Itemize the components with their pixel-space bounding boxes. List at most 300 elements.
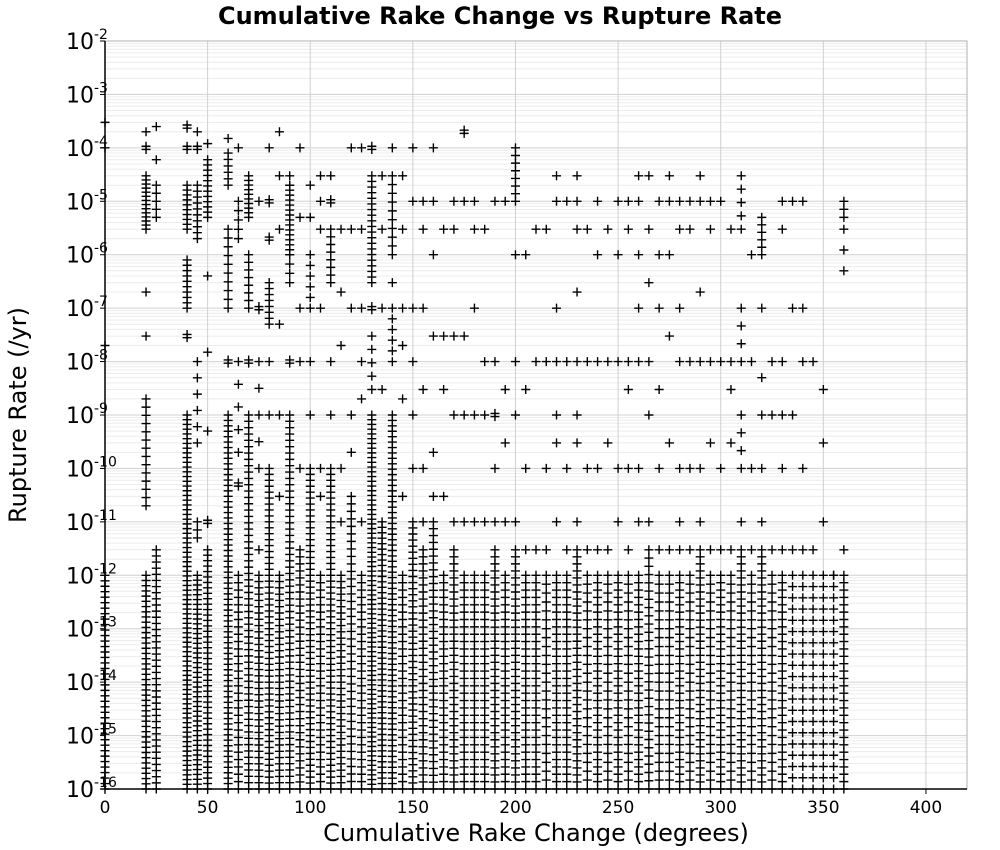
data-point [706, 225, 715, 234]
data-point [788, 650, 797, 659]
data-point [665, 571, 674, 580]
x-tick-label: 100 [294, 798, 327, 818]
data-point [347, 492, 356, 501]
data-point [768, 731, 777, 740]
data-point [829, 672, 838, 681]
data-point [614, 464, 623, 473]
data-point [726, 598, 735, 607]
data-point [593, 197, 602, 206]
data-point [316, 171, 325, 180]
data-point [726, 767, 735, 776]
data-point [337, 517, 346, 526]
data-point [655, 669, 664, 678]
data-point [614, 250, 623, 259]
data-point [388, 278, 397, 287]
data-point [706, 598, 715, 607]
data-point [583, 704, 592, 713]
data-point [665, 776, 674, 785]
data-point [696, 197, 705, 206]
data-point [367, 345, 376, 354]
data-point [542, 357, 551, 366]
data-point [665, 669, 674, 678]
data-point [819, 616, 828, 625]
data-point [768, 571, 777, 580]
data-point [501, 438, 510, 447]
data-point [470, 571, 479, 580]
data-point [388, 224, 397, 233]
data-point [798, 695, 807, 704]
data-point [449, 545, 458, 554]
data-point [665, 438, 674, 447]
data-point [326, 171, 335, 180]
data-point [306, 181, 315, 190]
data-point [203, 139, 212, 148]
data-point [234, 206, 243, 215]
data-point [552, 357, 561, 366]
data-point [726, 678, 735, 687]
data-point [819, 661, 828, 670]
data-point [819, 672, 828, 681]
data-point [603, 704, 612, 713]
data-point [429, 332, 438, 341]
data-point [644, 578, 653, 587]
data-point [593, 250, 602, 259]
data-point [388, 171, 397, 180]
data-point [583, 464, 592, 473]
data-point [706, 197, 715, 206]
data-point [254, 197, 263, 206]
data-point [829, 773, 838, 782]
data-point [306, 464, 315, 473]
data-point [388, 357, 397, 366]
data-point [542, 225, 551, 234]
data-point [644, 752, 653, 761]
data-point [624, 197, 633, 206]
data-point [501, 571, 510, 580]
data-point [439, 571, 448, 580]
data-point [490, 464, 499, 473]
data-point [193, 390, 202, 399]
data-point [378, 385, 387, 394]
data-point [696, 288, 705, 297]
data-point [768, 722, 777, 731]
data-point [706, 767, 715, 776]
data-point [532, 225, 541, 234]
data-point [316, 304, 325, 313]
data-point [306, 213, 315, 222]
data-point [583, 598, 592, 607]
data-point [655, 767, 664, 776]
data-point [490, 517, 499, 526]
data-point [234, 402, 243, 411]
data-point [737, 198, 746, 207]
data-point [449, 225, 458, 234]
data-point [655, 651, 664, 660]
data-point [470, 517, 479, 526]
data-point [829, 593, 838, 602]
x-axis-label: Cumulative Rake Change (degrees) [323, 819, 749, 847]
data-point [809, 571, 818, 580]
data-point [726, 660, 735, 669]
data-point [809, 695, 818, 704]
y-tick-label: $10^{-5}$ [66, 187, 108, 216]
data-point [706, 615, 715, 624]
data-point [644, 562, 653, 571]
data-point [624, 776, 633, 785]
data-point [603, 438, 612, 447]
data-point [624, 669, 633, 678]
y-tick-label: $10^{-11}$ [66, 507, 117, 536]
data-point [603, 713, 612, 722]
data-point [367, 411, 376, 420]
data-point [583, 660, 592, 669]
data-point [819, 695, 828, 704]
data-point [829, 661, 838, 670]
data-point [603, 606, 612, 615]
data-point [655, 660, 664, 669]
data-point [624, 571, 633, 580]
data-point [552, 171, 561, 180]
data-point [542, 651, 551, 660]
data-point [696, 357, 705, 366]
data-point [583, 767, 592, 776]
data-point [685, 615, 694, 624]
data-point [142, 288, 151, 297]
data-point [388, 206, 397, 215]
data-point [603, 767, 612, 776]
data-point [788, 411, 797, 420]
data-point [573, 517, 582, 526]
data-point [583, 776, 592, 785]
data-point [583, 731, 592, 740]
data-point [655, 598, 664, 607]
data-point [193, 571, 202, 580]
data-point [337, 225, 346, 234]
data-point [737, 225, 746, 234]
data-point [306, 250, 315, 259]
data-point [655, 624, 664, 633]
data-point [726, 357, 735, 366]
data-point [757, 373, 766, 382]
data-point [655, 304, 664, 313]
data-point [265, 464, 274, 473]
data-point [665, 704, 674, 713]
data-point [603, 722, 612, 731]
data-point [480, 411, 489, 420]
data-point [593, 571, 602, 580]
data-point [562, 464, 571, 473]
data-point [726, 704, 735, 713]
data-point [511, 357, 520, 366]
data-point [152, 181, 161, 190]
data-point [573, 225, 582, 234]
data-point [306, 304, 315, 313]
data-point [388, 189, 397, 198]
data-point [624, 767, 633, 776]
y-tick-label: $10^{-10}$ [66, 454, 117, 483]
data-point [142, 501, 151, 510]
data-point [224, 286, 233, 295]
data-point [439, 492, 448, 501]
data-point [685, 606, 694, 615]
data-point [583, 669, 592, 678]
data-point [644, 735, 653, 744]
data-point [798, 638, 807, 647]
data-point [193, 438, 202, 447]
data-point [706, 722, 715, 731]
data-point [337, 464, 346, 473]
data-point [388, 198, 397, 207]
data-point [788, 661, 797, 670]
data-point [737, 545, 746, 554]
data-point [716, 197, 725, 206]
data-point [603, 758, 612, 767]
data-point [747, 669, 756, 678]
data-point [644, 357, 653, 366]
data-point [603, 651, 612, 660]
data-point [306, 261, 315, 270]
data-point [357, 571, 366, 580]
data-point [644, 768, 653, 777]
data-point [337, 571, 346, 580]
y-tick-label: $10^{-9}$ [66, 401, 108, 429]
data-point [265, 278, 274, 287]
data-point [644, 545, 653, 554]
data-point [665, 713, 674, 722]
data-point [685, 464, 694, 473]
data-points [101, 118, 849, 794]
data-point [408, 143, 417, 152]
data-point [603, 624, 612, 633]
data-point [419, 545, 428, 554]
data-point [460, 517, 469, 526]
data-point [665, 758, 674, 767]
data-point [778, 571, 787, 580]
data-point [737, 517, 746, 526]
data-point [357, 143, 366, 152]
data-point [532, 571, 541, 580]
data-point [583, 571, 592, 580]
x-tick-label: 200 [499, 798, 532, 818]
data-point [747, 357, 756, 366]
data-point [757, 464, 766, 473]
data-point [644, 661, 653, 670]
data-point [634, 304, 643, 313]
data-point [747, 615, 756, 624]
data-point [152, 213, 161, 222]
x-tick-label: 150 [396, 798, 430, 818]
data-point [306, 272, 315, 281]
data-point [542, 571, 551, 580]
data-point [614, 357, 623, 366]
data-point [706, 438, 715, 447]
data-point [460, 571, 469, 580]
data-point [747, 250, 756, 259]
y-tick-label: $10^{-12}$ [66, 561, 117, 590]
data-point [747, 660, 756, 669]
data-point [603, 357, 612, 366]
data-point [316, 197, 325, 206]
data-point [706, 651, 715, 660]
data-point [152, 197, 161, 206]
data-point [470, 197, 479, 206]
data-point [675, 517, 684, 526]
data-point [460, 332, 469, 341]
data-point [542, 624, 551, 633]
data-point [398, 304, 407, 313]
data-point [798, 571, 807, 580]
data-point [142, 332, 151, 341]
data-point [644, 225, 653, 234]
data-point [747, 731, 756, 740]
data-point [624, 713, 633, 722]
data-point [819, 571, 828, 580]
data-point [839, 266, 848, 275]
data-point [470, 304, 479, 313]
data-point [511, 250, 520, 259]
data-point [644, 517, 653, 526]
data-point [798, 593, 807, 602]
data-point [142, 468, 151, 477]
data-point [778, 411, 787, 420]
data-point [326, 225, 335, 234]
data-point [685, 571, 694, 580]
data-point [142, 403, 151, 412]
data-point [798, 616, 807, 625]
data-point [614, 571, 623, 580]
data-point [644, 669, 653, 678]
data-point [788, 571, 797, 580]
data-point [275, 492, 284, 501]
y-tick-label: $10^{-3}$ [66, 80, 108, 109]
data-point [788, 773, 797, 782]
data-point [726, 225, 735, 234]
y-tick-label: $10^{-13}$ [66, 614, 117, 643]
data-point [685, 197, 694, 206]
data-point [542, 669, 551, 678]
data-point [809, 593, 818, 602]
data-point [542, 606, 551, 615]
data-point [388, 241, 397, 250]
data-point [552, 517, 561, 526]
data-point [603, 598, 612, 607]
data-point [552, 197, 561, 206]
data-point [655, 250, 664, 259]
data-point [388, 233, 397, 242]
data-point [347, 448, 356, 457]
data-point [429, 250, 438, 259]
y-tick-label: $10^{-8}$ [66, 347, 108, 376]
data-point [737, 464, 746, 473]
data-point [798, 706, 807, 715]
data-point [573, 411, 582, 420]
data-point [347, 143, 356, 152]
data-point [234, 143, 243, 152]
data-point [234, 225, 243, 234]
data-point [809, 717, 818, 726]
data-point [419, 464, 428, 473]
data-point [839, 571, 848, 580]
data-point [726, 615, 735, 624]
data-point [788, 638, 797, 647]
data-point [265, 143, 274, 152]
data-point [142, 452, 151, 461]
data-point [408, 304, 417, 313]
data-point [142, 493, 151, 502]
data-point [747, 606, 756, 615]
data-point [706, 545, 715, 554]
data-point [685, 767, 694, 776]
data-point [244, 171, 253, 180]
data-point [665, 624, 674, 633]
data-point [819, 650, 828, 659]
data-point [408, 357, 417, 366]
data-point [757, 304, 766, 313]
data-point [326, 464, 335, 473]
data-point [224, 295, 233, 304]
data-point [152, 122, 161, 131]
data-point [552, 304, 561, 313]
data-point [737, 185, 746, 194]
data-point [788, 706, 797, 715]
data-point [665, 767, 674, 776]
data-point [254, 411, 263, 420]
data-point [819, 438, 828, 447]
data-point [768, 615, 777, 624]
data-point [768, 678, 777, 687]
data-point [388, 411, 397, 420]
data-point [624, 464, 633, 473]
data-point [142, 485, 151, 494]
data-point [306, 357, 315, 366]
data-point [726, 776, 735, 785]
data-point [747, 571, 756, 580]
data-point [234, 197, 243, 206]
data-point [644, 644, 653, 653]
data-point [768, 545, 777, 554]
y-tick-label: $10^{-7}$ [66, 294, 108, 323]
data-point [809, 638, 818, 647]
data-point [747, 713, 756, 722]
data-point [747, 624, 756, 633]
data-point [624, 651, 633, 660]
data-point [655, 464, 664, 473]
data-point [624, 606, 633, 615]
data-point [275, 571, 284, 580]
data-point [593, 545, 602, 554]
data-point [675, 464, 684, 473]
data-point [583, 651, 592, 660]
data-point [532, 357, 541, 366]
data-point [685, 357, 694, 366]
data-point [275, 127, 284, 136]
data-point [624, 545, 633, 554]
data-point [603, 776, 612, 785]
data-point [449, 197, 458, 206]
data-point [726, 606, 735, 615]
data-point [696, 517, 705, 526]
data-point [634, 171, 643, 180]
data-point [655, 197, 664, 206]
data-point [665, 722, 674, 731]
data-point [449, 332, 458, 341]
data-point [665, 332, 674, 341]
data-point [224, 242, 233, 251]
data-point [480, 225, 489, 234]
data-point [603, 571, 612, 580]
data-point [665, 731, 674, 740]
data-point [634, 517, 643, 526]
